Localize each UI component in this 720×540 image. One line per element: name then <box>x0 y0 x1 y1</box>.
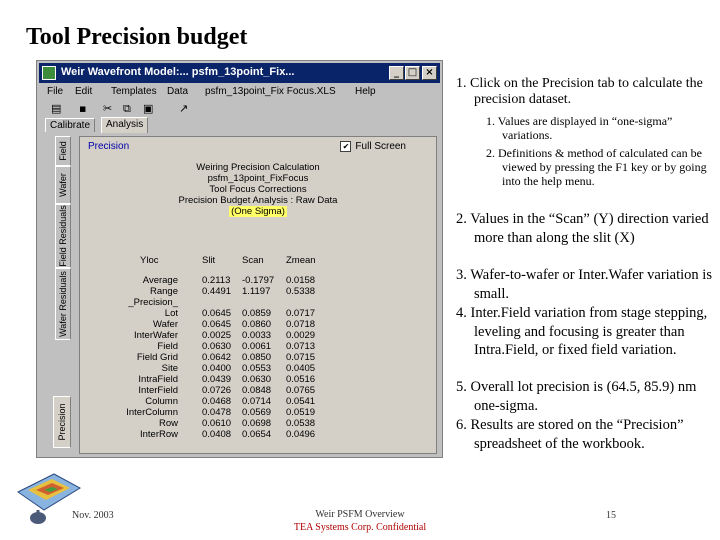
scan-cell: 0.0569 <box>242 407 272 418</box>
tab-wafer-residuals-label: Wafer Residuals <box>58 271 68 337</box>
col-scan: Scan <box>242 255 264 266</box>
scan-cell: 0.0714 <box>242 396 272 407</box>
slit-cell: 0.0478 <box>202 407 232 418</box>
paste-icon[interactable]: ▣ <box>143 102 154 115</box>
row-label: InterWafer <box>134 330 178 341</box>
row-label: Site <box>161 363 178 374</box>
scan-cell: 0.0860 <box>242 319 272 330</box>
arrow-icon[interactable]: ↗ <box>179 102 189 115</box>
footer-date: Nov. 2003 <box>72 510 114 521</box>
table-row <box>80 352 436 363</box>
menu-templates[interactable]: Templates <box>111 86 157 97</box>
zmean-cell: 0.0519 <box>286 407 316 418</box>
row-label: Field <box>157 341 178 352</box>
zmean-cell: 0.0718 <box>286 319 316 330</box>
toolbar <box>39 101 440 117</box>
table-row <box>80 297 436 308</box>
note-2: 2. Values in the “Scan” (Y) direction varied more than along the slit (X) <box>456 211 709 246</box>
slit-cell: 0.0400 <box>202 363 232 374</box>
note-1: 1. Click on the Precision tab to calculate the precision dataset. <box>456 76 703 107</box>
zmean-cell: 0.0717 <box>286 308 316 319</box>
row-label: InterRow <box>139 429 178 440</box>
tab-wafer[interactable] <box>55 166 71 204</box>
row-label: InterColumn <box>126 407 178 418</box>
tab-field-label: Field <box>58 141 68 161</box>
minimize-button[interactable]: _ <box>389 66 404 80</box>
side-tabs <box>49 136 77 452</box>
table-row <box>80 418 436 429</box>
precision-group-label: Precision <box>88 141 130 152</box>
menu-workbook[interactable]: psfm_13point_Fix Focus.XLS <box>205 86 336 97</box>
page-number: 15 <box>606 510 616 521</box>
row-label: _Precision_ <box>128 297 178 308</box>
slit-cell: 0.4491 <box>202 286 232 297</box>
slit-cell: 0.0439 <box>202 374 232 385</box>
full-screen-checkbox[interactable] <box>340 141 406 152</box>
scan-cell: 0.0859 <box>242 308 272 319</box>
row-label: Field Grid <box>136 352 178 363</box>
table-row <box>80 407 436 418</box>
full-screen-label: Full Screen <box>355 141 406 153</box>
maximize-button[interactable]: □ <box>405 66 420 80</box>
row-label: Wafer <box>153 319 178 330</box>
row-label: IntraField <box>138 374 178 385</box>
app-window <box>36 60 443 458</box>
slit-cell: 0.0726 <box>202 385 232 396</box>
zmean-cell: 0.0496 <box>286 429 316 440</box>
zmean-cell: 0.0158 <box>286 275 316 286</box>
tab-precision[interactable] <box>53 396 71 448</box>
save-icon[interactable]: ▪ <box>79 102 87 115</box>
table-row <box>80 341 436 352</box>
open-icon[interactable]: ▤ <box>51 102 62 115</box>
cut-icon[interactable]: ✂ <box>103 102 113 115</box>
slit-cell: 0.0642 <box>202 352 232 363</box>
scan-cell: 0.0033 <box>242 330 272 341</box>
scan-cell: 0.0061 <box>242 341 272 352</box>
table-row <box>80 385 436 396</box>
menu-bar <box>39 84 440 100</box>
note-1b: 2. Definitions & method of calculated can be viewed by pressing the F1 key or by going into the help menu. <box>486 146 707 188</box>
table-row <box>80 275 436 286</box>
zmean-cell: 0.0516 <box>286 374 316 385</box>
row-label: Average <box>142 275 178 286</box>
tab-field-residuals[interactable] <box>55 204 71 268</box>
slit-cell: 0.0610 <box>202 418 232 429</box>
slit-cell: 0.0408 <box>202 429 232 440</box>
footer-center <box>270 508 450 534</box>
table-row <box>80 374 436 385</box>
col-yloc: Yloc <box>140 255 159 266</box>
footer-confidential: TEA Systems Corp. Confidential <box>293 522 427 533</box>
check-icon: ✔ <box>340 141 351 152</box>
app-icon <box>42 66 56 80</box>
scan-cell: 0.0654 <box>242 429 272 440</box>
zmean-cell: 0.0765 <box>286 385 316 396</box>
precision-panel <box>79 136 437 454</box>
table-row <box>80 308 436 319</box>
heading-line: psfm_13point_FixFocus <box>207 173 309 184</box>
tab-precision-label: Precision <box>57 403 67 441</box>
slide-title: Tool Precision budget <box>26 24 248 50</box>
zmean-cell: 0.0715 <box>286 352 316 363</box>
zmean-cell: 0.0538 <box>286 418 316 429</box>
tab-field-residuals-label: Field Residuals <box>58 205 68 267</box>
menu-data[interactable]: Data <box>167 86 189 97</box>
table-row <box>80 286 436 297</box>
note-5: 5. Overall lot precision is (64.5, 85.9) nm one-sigma. <box>456 379 697 414</box>
heading-line: Weiring Precision Calculation <box>196 162 320 173</box>
scan-cell: -0.1797 <box>242 275 275 286</box>
row-label: InterField <box>138 385 178 396</box>
table-row <box>80 363 436 374</box>
scan-cell: 0.0553 <box>242 363 272 374</box>
slit-cell: 0.0645 <box>202 319 232 330</box>
col-zmean: Zmean <box>286 255 316 266</box>
menu-help[interactable]: Help <box>355 86 376 97</box>
slit-cell: 0.0025 <box>202 330 232 341</box>
scan-cell: 0.0850 <box>242 352 272 363</box>
heading-line: Tool Focus Corrections <box>209 184 307 195</box>
zmean-cell: 0.0541 <box>286 396 316 407</box>
row-label: Row <box>158 418 178 429</box>
table-row <box>80 319 436 330</box>
copy-icon[interactable]: ⧉ <box>123 102 131 115</box>
note-1a: 1. Values are displayed in “one-sigma” variations. <box>486 114 673 142</box>
scan-cell: 1.1197 <box>242 286 271 297</box>
slit-cell: 0.0645 <box>202 308 232 319</box>
window-title: Weir Wavefront Model:... psfm_13point_Fix... <box>61 66 295 78</box>
zmean-cell: 0.0029 <box>286 330 316 341</box>
row-label: Column <box>145 396 178 407</box>
row-label: Lot <box>164 308 178 319</box>
footer-overview: Weir PSFM Overview <box>315 509 405 520</box>
heading-line: Precision Budget Analysis : Raw Data <box>178 195 338 206</box>
sigma-label: (One Sigma) <box>231 206 285 217</box>
table-row <box>80 396 436 407</box>
col-slit: Slit <box>202 255 216 266</box>
table-row <box>80 429 436 440</box>
row-label: Range <box>150 286 178 297</box>
slit-cell: 0.0468 <box>202 396 232 407</box>
scan-cell: 0.0698 <box>242 418 272 429</box>
scan-cell: 0.0848 <box>242 385 272 396</box>
zmean-cell: 0.0713 <box>286 341 316 352</box>
report-heading <box>80 162 436 217</box>
tab-wafer-label: Wafer <box>58 173 68 197</box>
window-titlebar[interactable] <box>39 63 440 83</box>
table-row <box>80 330 436 341</box>
note-4: 4. Inter.Field variation from stage stepping, leveling and focusing is greater than Intra.Field, or fixed field variation. <box>456 305 708 358</box>
zmean-cell: 0.5338 <box>286 286 316 297</box>
menu-edit[interactable]: Edit <box>75 86 93 97</box>
tab-analysis[interactable]: Analysis <box>101 117 148 133</box>
slit-cell: 0.2113 <box>202 275 231 286</box>
tab-field[interactable] <box>55 136 71 166</box>
slit-cell: 0.0630 <box>202 341 232 352</box>
scan-cell: 0.0630 <box>242 374 272 385</box>
note-6: 6. Results are stored on the “Precision” spreadsheet of the workbook. <box>456 417 684 452</box>
menu-file[interactable]: File <box>47 86 64 97</box>
zmean-cell: 0.0405 <box>286 363 316 374</box>
tab-wafer-residuals[interactable] <box>55 268 71 340</box>
close-button[interactable]: × <box>422 66 437 80</box>
note-3: 3. Wafer-to-wafer or Inter.Wafer variation is small. <box>456 267 712 302</box>
tab-calibrate[interactable]: Calibrate <box>45 118 95 132</box>
